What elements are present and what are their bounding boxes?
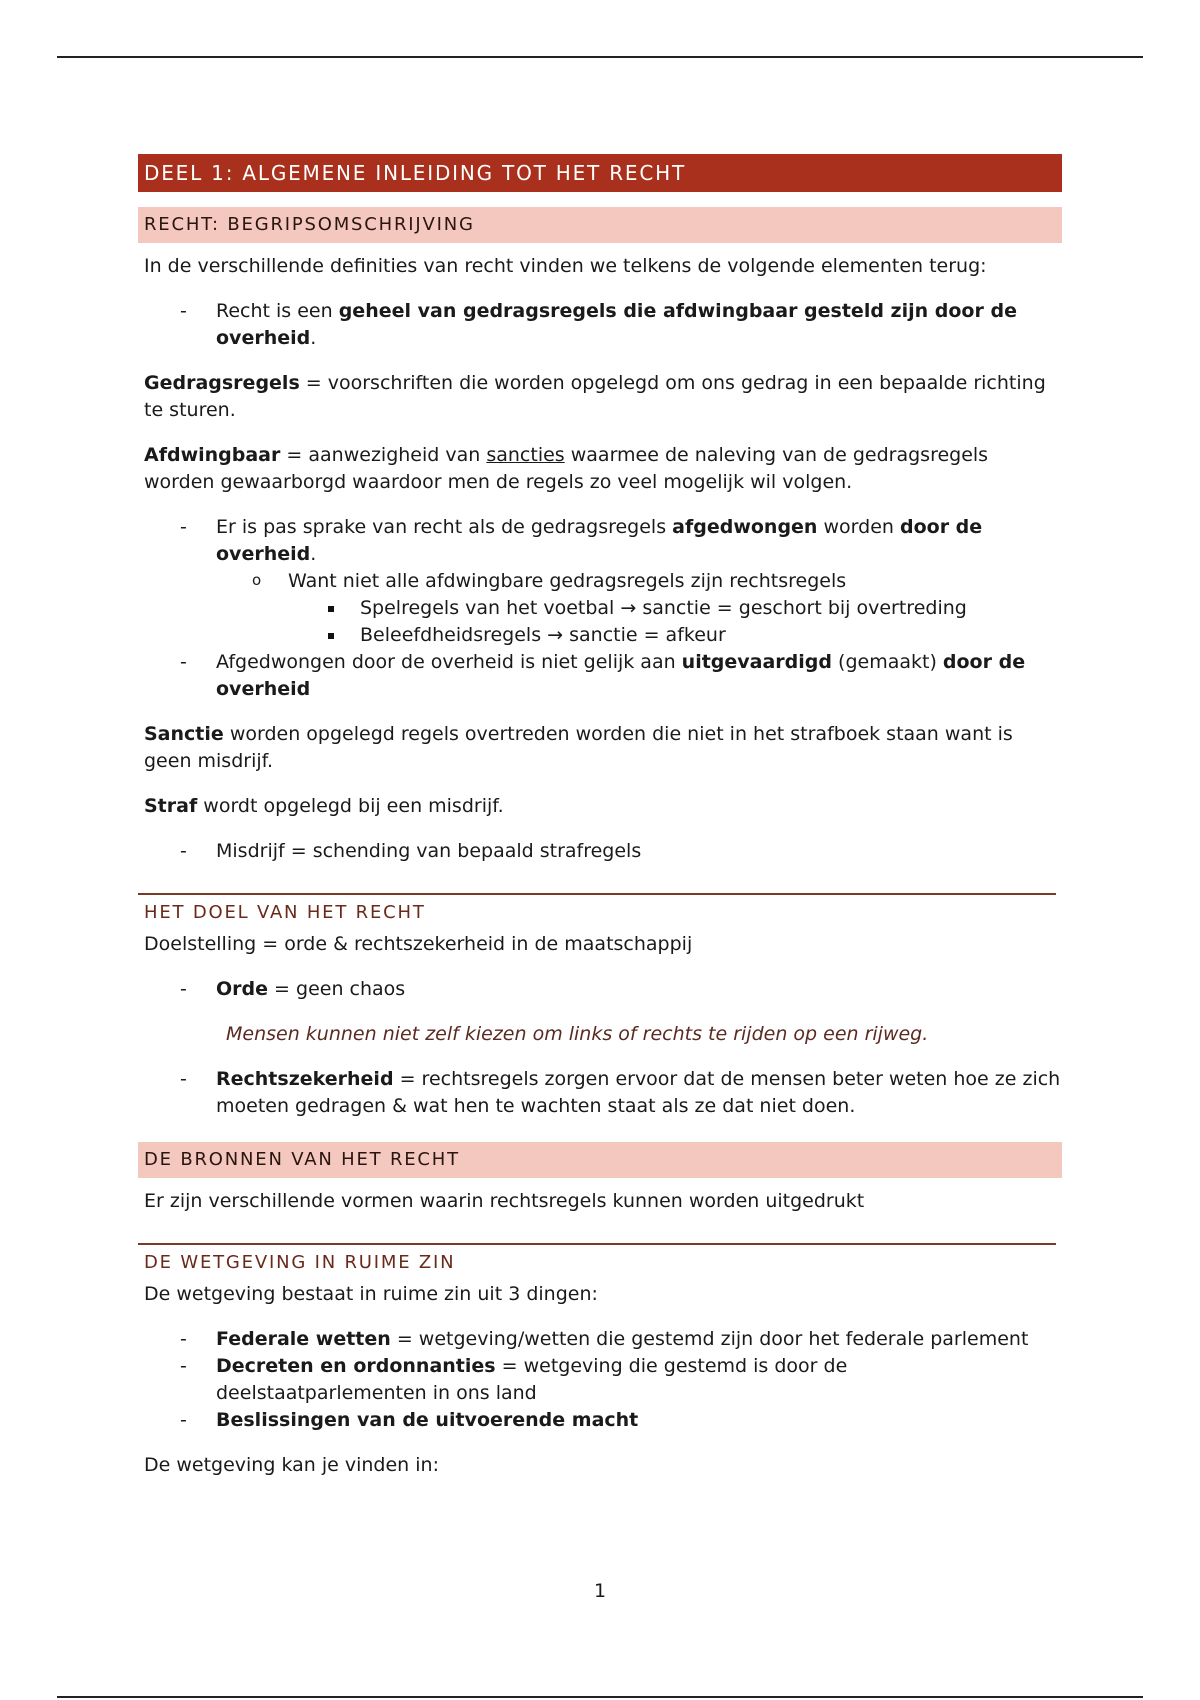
bullet-list-orde bbox=[138, 976, 1062, 1003]
sub-sub-list-item: Spelregels van het voetbal → sanctie = geschort bij overtreding bbox=[288, 595, 1062, 622]
list-item: - Rechtszekerheid = rechtsregels zorgen ervoor dat de mensen beter weten hoe ze zich moeten gedragen & wat hen te wachten staat als ze dat niet doen. bbox=[138, 1066, 1062, 1120]
term-gedragsregels: Gedragsregels bbox=[144, 372, 300, 394]
page-number: 1 bbox=[593, 1580, 607, 1602]
paragraph-wetgeving-vinden: De wetgeving kan je vinden in: bbox=[144, 1454, 439, 1476]
list-item: - Beslissingen van de uitvoerende macht bbox=[138, 1407, 1062, 1434]
example-quote: Mensen kunnen niet zelf kiezen om links of rechts te rijden op een rijweg. bbox=[226, 1023, 929, 1045]
bullet-list-rechtszekerheid bbox=[138, 1066, 1062, 1120]
section-heading-wetgeving: DE WETGEVING IN RUIME ZIN bbox=[138, 1243, 1056, 1275]
bullet-list-definition bbox=[138, 298, 1062, 352]
list-item: - Recht is een geheel van gedragsregels die afdwingbaar gesteld zijn door de overheid. bbox=[138, 298, 1062, 352]
list-item: - Decreten en ordonnanties = wetgeving die gestemd is door de deelstaatparlementen in ons land bbox=[138, 1353, 1062, 1407]
underlined-sancties: sancties bbox=[486, 444, 565, 466]
bullet-list-misdrijf bbox=[138, 838, 1062, 865]
paragraph-straf: Straf wordt opgelegd bij een misdrijf. bbox=[144, 795, 504, 817]
footer-rule bbox=[57, 1696, 1143, 1698]
sub-list-item: o Want niet alle afdwingbare gedragsregels zijn rechtsregels Spelregels van het voetbal → sanctie = geschort bij overtreding Beleefdheidsregels → sanctie = afkeur bbox=[216, 568, 1062, 649]
section-heading-begripsomschrijving: RECHT: BEGRIPSOMSCHRIJVING bbox=[138, 207, 1062, 243]
section-heading-bronnen: DE BRONNEN VAN HET RECHT bbox=[138, 1142, 1062, 1178]
term-sanctie: Sanctie bbox=[144, 723, 224, 745]
paragraph-gedragsregels: Gedragsregels = voorschriften die worden opgelegd om ons gedrag in een bepaalde richting te sturen. bbox=[144, 372, 1046, 421]
sub-sub-list-item: Beleefdheidsregels → sanctie = afkeur bbox=[288, 622, 1062, 649]
bullet-list-wetgeving bbox=[138, 1326, 1062, 1434]
chapter-heading: DEEL 1: ALGEMENE INLEIDING TOT HET RECHT bbox=[138, 154, 1062, 192]
paragraph-wetgeving: De wetgeving bestaat in ruime zin uit 3 dingen: bbox=[144, 1283, 598, 1305]
header-rule bbox=[57, 56, 1143, 58]
list-item: - Afgedwongen door de overheid is niet gelijk aan uitgevaardigd (gemaakt) door de overheid bbox=[138, 649, 1062, 703]
term-afdwingbaar: Afdwingbaar bbox=[144, 444, 281, 466]
paragraph-intro: In de verschillende definities van recht vinden we telkens de volgende elementen terug: bbox=[144, 255, 987, 277]
list-item: - Misdrijf = schending van bepaald strafregels bbox=[138, 838, 1062, 865]
term-straf: Straf bbox=[144, 795, 198, 817]
list-item: - Er is pas sprake van recht als de gedragsregels afgedwongen worden door de overheid. o Want niet alle afdwingbare gedragsregels zijn rechtsregels Spelregels van het voetbal → sanctie = geschort bij overtreding Beleefdheidsregels → sanctie = afkeur bbox=[138, 514, 1062, 649]
list-item: - Federale wetten = wetgeving/wetten die gestemd zijn door het federale parlement bbox=[138, 1326, 1062, 1353]
paragraph-bronnen: Er zijn verschillende vormen waarin rechtsregels kunnen worden uitgedrukt bbox=[144, 1190, 865, 1212]
sub-list bbox=[216, 568, 1062, 649]
document-body bbox=[138, 154, 1062, 1497]
list-item: - Orde = geen chaos bbox=[138, 976, 1062, 1003]
paragraph-sanctie: Sanctie worden opgelegd regels overtreden worden die niet in het strafboek staan want is geen misdrijf. bbox=[144, 723, 1013, 772]
paragraph-afdwingbaar: Afdwingbaar = aanwezigheid van sancties waarmee de naleving van de gedragsregels worden gewaarborgd waardoor men de regels zo veel mogelijk wil volgen. bbox=[144, 444, 989, 493]
bullet-list-afgedwongen bbox=[138, 514, 1062, 703]
section-heading-doel: HET DOEL VAN HET RECHT bbox=[138, 893, 1056, 925]
sub-sub-list bbox=[288, 595, 1062, 649]
paragraph-doelstelling: Doelstelling = orde & rechtszekerheid in de maatschappij bbox=[144, 933, 693, 955]
